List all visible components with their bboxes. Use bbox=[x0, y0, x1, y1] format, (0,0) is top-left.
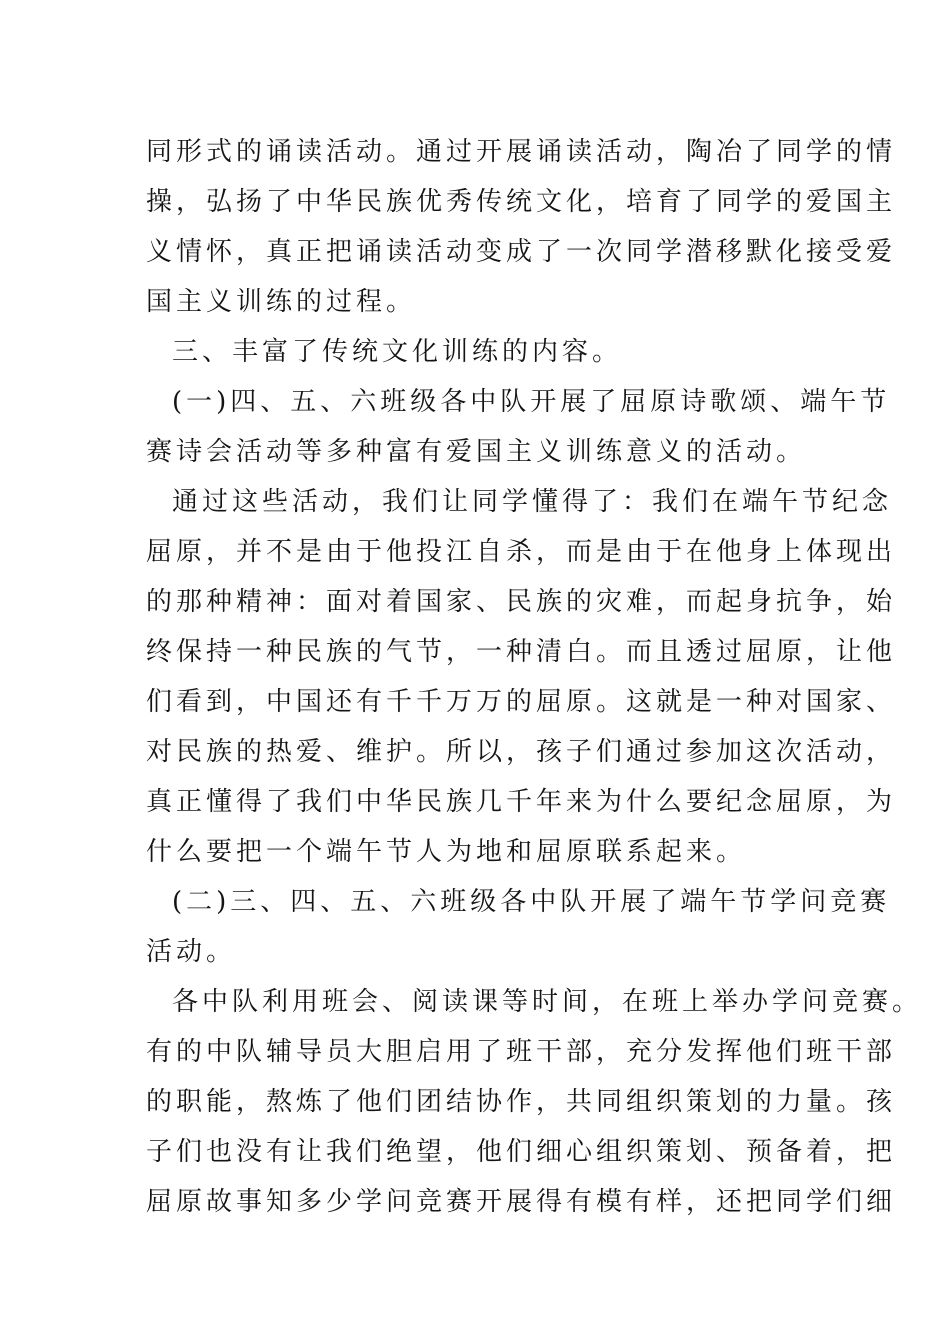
text-line: 们看到，中国还有千千万万的屈原。这就是一种对国家、 bbox=[146, 687, 897, 717]
text-line: 有的中队辅导员大胆启用了班干部，充分发挥他们班干部 bbox=[146, 1037, 897, 1067]
text-line: 终保持一种民族的气节，一种清白。而且透过屈原，让他 bbox=[146, 637, 897, 667]
text-line: 对民族的热爱、维护。所以，孩子们通过参加这次活动， bbox=[146, 737, 897, 767]
text-line: 操，弘扬了中华民族优秀传统文化，培育了同学的爱国主 bbox=[146, 187, 897, 217]
text-line: 国主义训练的过程。 bbox=[146, 287, 417, 317]
text-line: 赛诗会活动等多种富有爱国主义训练意义的活动。 bbox=[146, 437, 807, 467]
text-line: 通过这些活动，我们让同学懂得了：我们在端午节纪念 bbox=[172, 487, 893, 517]
text-line: 什么要把一个端午节人为地和屈原联系起来。 bbox=[146, 837, 747, 867]
text-line: (一)四、五、六班级各中队开展了屈原诗歌颂、端午节 bbox=[172, 387, 891, 417]
text-line: 的职能，熬炼了他们团结协作，共同组织策划的力量。孩 bbox=[146, 1087, 897, 1117]
text-line: 活动。 bbox=[146, 937, 237, 967]
text-line: 屈原，并不是由于他投江自杀，而是由于在他身上体现出 bbox=[146, 537, 897, 567]
text-line: 的那种精神：面对着国家、民族的灾难，而起身抗争，始 bbox=[146, 587, 897, 617]
text-line: (二)三、四、五、六班级各中队开展了端午节学问竞赛 bbox=[172, 887, 891, 917]
text-line: 义情怀，真正把诵读活动变成了一次同学潜移默化接受爱 bbox=[146, 237, 897, 267]
text-line: 各中队利用班会、阅读课等时间，在班上举办学问竞赛。 bbox=[172, 987, 923, 1017]
text-line: 子们也没有让我们绝望，他们细心组织策划、预备着，把 bbox=[146, 1137, 897, 1167]
section-heading: 三、丰富了传统文化训练的内容。 bbox=[172, 337, 623, 367]
text-line: 真正懂得了我们中华民族几千年来为什么要纪念屈原，为 bbox=[146, 787, 897, 817]
text-line: 同形式的诵读活动。通过开展诵读活动，陶冶了同学的情 bbox=[146, 137, 897, 167]
text-line: 屈原故事知多少学问竞赛开展得有模有样，还把同学们细 bbox=[146, 1187, 897, 1217]
